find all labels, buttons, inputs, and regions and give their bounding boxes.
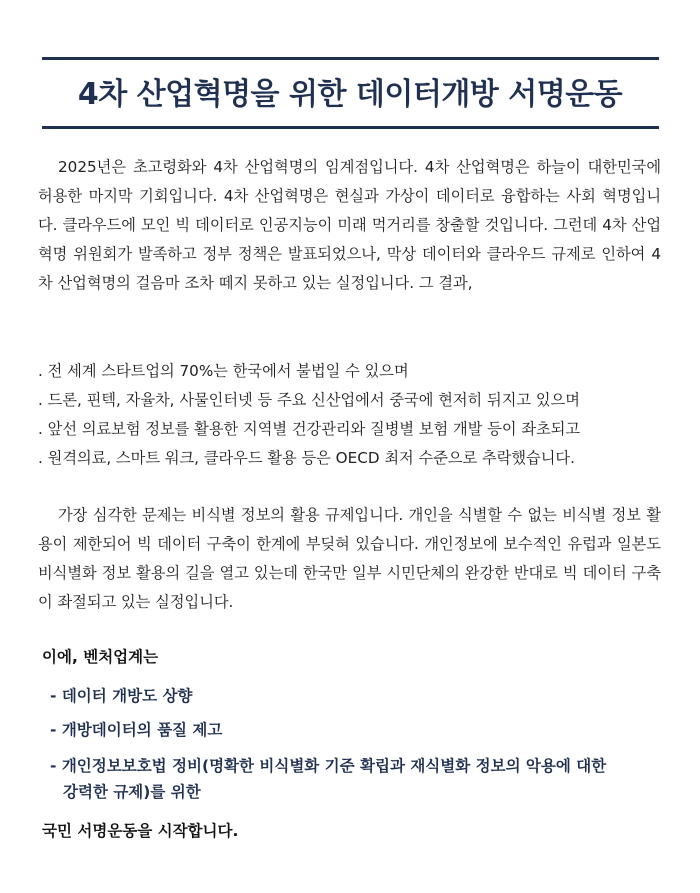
bullet-item: . 앞선 의료보험 정보를 활용한 지역별 건강관리와 질병별 보험 개발 등이 좌초되고 <box>38 420 581 438</box>
demand-item-data-quality: - 개방데이터의 품질 제고 <box>50 721 223 739</box>
bullet-item: . 전 세계 스타트업의 70%는 한국에서 불법일 수 있으며 <box>38 362 409 380</box>
bullet-list <box>38 357 661 473</box>
paragraph-problem <box>38 501 661 617</box>
demand-item-privacy-law-line1: - 개인정보보호법 정비(명확한 비식별화 기준 확립과 재식별화 정보의 악용에 대한 <box>50 757 607 775</box>
closing-statement: 국민 서명운동을 시작합니다. <box>42 822 239 840</box>
title-bottom-rule <box>42 126 659 129</box>
paragraph-1-text: 2025년은 초고령화와 4차 산업혁명의 임계점입니다. 4차 산업혁명은 하늘이 대한민국에 허용한 마지막 기회입니다. 4차 산업혁명은 현실과 가상이 데이터로 융합하는 사회 혁명입니다. 클라우드에 모인 빅 데이터로 인공지능이 미래 먹거리를 창출할 것입니다. 그런데 4차 산업혁명 위원회가 발족하고 정부 정책은 발표되었으나, 막상 데이터와 클라우드 규제로 인하여 4차 산업혁명의 걸음마 조차 떼지 못하고 있는 실정입니다. 그 결과, <box>38 158 661 292</box>
venture-intro: 이에, 벤처업계는 <box>42 648 159 666</box>
bullet-item: . 드론, 핀텍, 자율차, 사물인터넷 등 주요 신산업에서 중국에 현저히 뒤지고 있으며 <box>38 391 580 409</box>
demand-item-privacy-law-line2: 강력한 규제)를 위한 <box>63 783 201 801</box>
page-title: 4차 산업혁명을 위한 데이터개방 서명운동 <box>77 77 623 112</box>
demand-item-data-openness: - 데이터 개방도 상향 <box>50 687 193 705</box>
demand-item-privacy-law <box>50 753 650 805</box>
cut-off-text-line <box>42 884 562 893</box>
title-top-rule <box>42 57 659 60</box>
bullet-item: . 원격의료, 스마트 워크, 클라우드 활용 등은 OECD 최저 수준으로 추락했습니다. <box>38 449 575 467</box>
paragraph-intro <box>38 153 661 298</box>
paragraph-2-text: 가장 심각한 문제는 비식별 정보의 활용 규제입니다. 개인을 식별할 수 없는 비식별 정보 활용이 제한되어 빅 데이터 구축이 한계에 부딪혀 있습니다. 개인정보에 보수적인 유럽과 일본도 비식별화 정보 활용의 길을 열고 있는데 한국만 일부 시민단체의 완강한 반대로 빅 데이터 구축이 좌절되고 있는 실정입니다. <box>38 506 661 611</box>
